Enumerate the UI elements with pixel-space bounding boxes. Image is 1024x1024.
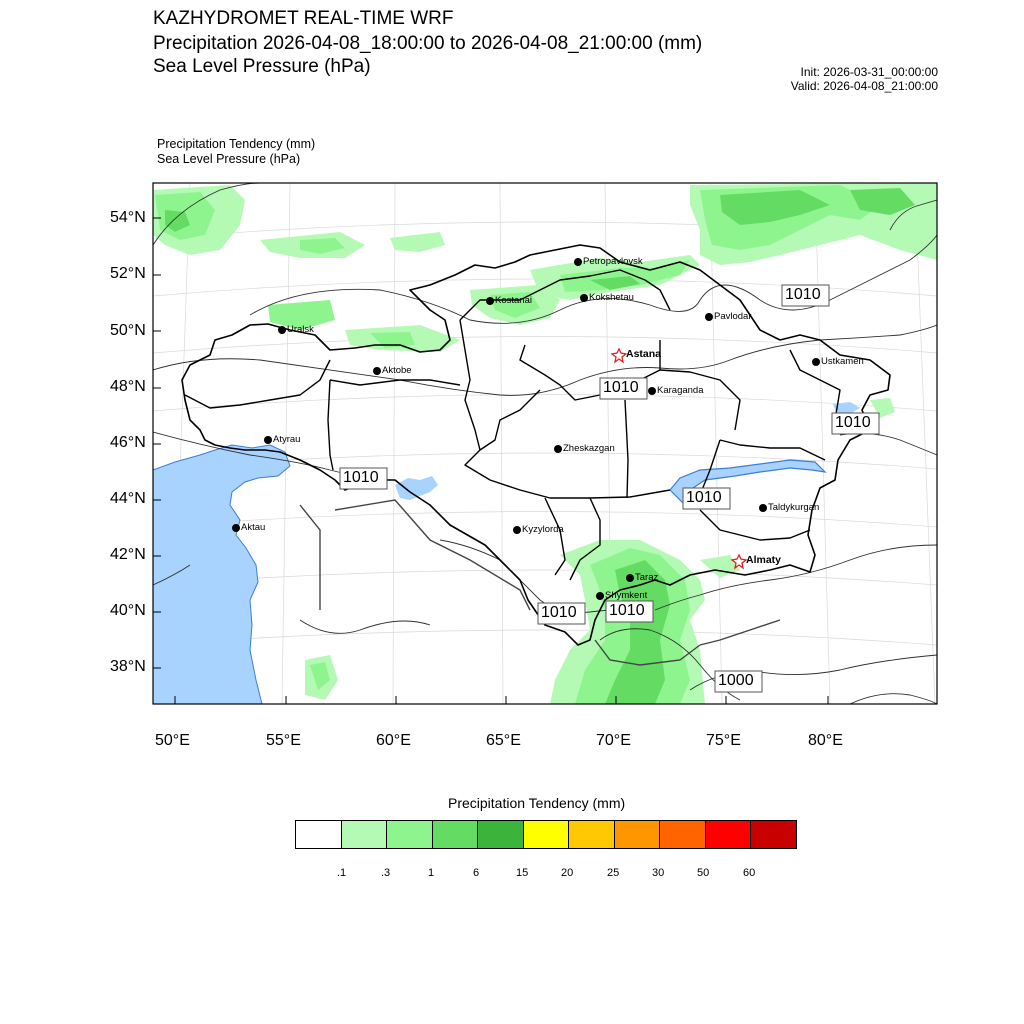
graticule (153, 183, 937, 704)
capital-label: Almaty (746, 554, 782, 566)
colorbar-tick: .1 (337, 867, 347, 879)
lat-label: 46°N (110, 434, 146, 451)
city-label: Zheskazgan (563, 443, 615, 454)
subtitle-slp: Sea Level Pressure (hPa) (157, 152, 301, 166)
colorbar-swatch (659, 821, 705, 848)
contour-label: 1010 (343, 469, 379, 486)
precip-areas (153, 183, 937, 704)
city-label: Petropavlovsk (583, 256, 643, 267)
colorbar-tick: 15 (516, 867, 529, 879)
colorbar-tick: 50 (697, 867, 710, 879)
slp-title: Sea Level Pressure (hPa) (153, 56, 371, 77)
colorbar-tick: 60 (743, 867, 756, 879)
colorbar-tick: 6 (473, 867, 480, 879)
lat-label: 54°N (110, 209, 146, 226)
contour-label: 1010 (686, 489, 722, 506)
contour-label: 1010 (541, 604, 577, 621)
colorbar-swatch (432, 821, 478, 848)
slp-contours (153, 183, 937, 704)
colorbar-swatch (750, 821, 796, 848)
city-label: Kokshetau (589, 292, 634, 303)
city-label: Uralsk (287, 324, 314, 335)
city-label: Karaganda (657, 385, 704, 396)
colorbar-swatch (523, 821, 569, 848)
colorbar-title: Precipitation Tendency (mm) (448, 795, 626, 811)
colorbar (295, 820, 797, 849)
lon-label: 80°E (808, 732, 843, 749)
lon-label: 75°E (706, 732, 741, 749)
lon-label: 70°E (596, 732, 631, 749)
contour-label: 1000 (718, 672, 754, 689)
lat-label: 48°N (110, 378, 146, 395)
colorbar-tick: 1 (428, 867, 435, 879)
city-label: Kostanai (495, 295, 532, 306)
lat-label: 44°N (110, 490, 146, 507)
colorbar-swatch (341, 821, 387, 848)
contour-label: 1010 (609, 602, 645, 619)
init-time: Init: 2026-03-31_00:00:00 (800, 65, 938, 79)
city-label: Taldykurgan (768, 502, 820, 513)
colorbar-tick: 20 (561, 867, 574, 879)
contour-label: 1010 (835, 414, 871, 431)
colorbar-swatch (386, 821, 432, 848)
colorbar-swatch (296, 821, 341, 848)
contour-label: 1010 (603, 379, 639, 396)
city-label: Atyrau (273, 434, 301, 445)
colorbar-tick: 25 (607, 867, 620, 879)
city-label: Kyzylorda (522, 524, 564, 535)
city-label: Ustkamen (821, 356, 864, 367)
lat-label: 50°N (110, 322, 146, 339)
lat-label: 40°N (110, 602, 146, 619)
lat-label: 38°N (110, 658, 146, 675)
city-label: Taraz (635, 572, 659, 583)
subtitle-precip: Precipitation Tendency (mm) (157, 137, 316, 151)
colorbar-swatch (568, 821, 614, 848)
colorbar-tick: 30 (652, 867, 665, 879)
colorbar-tick: .3 (381, 867, 391, 879)
lat-label: 42°N (110, 546, 146, 563)
lon-label: 60°E (376, 732, 411, 749)
city-label: Aktau (241, 522, 266, 533)
valid-time: Valid: 2026-04-08_21:00:00 (790, 79, 938, 93)
lat-label: 52°N (110, 265, 146, 282)
capital-label: Astana (626, 348, 662, 360)
lon-label: 55°E (266, 732, 301, 749)
colorbar-swatch (705, 821, 751, 848)
colorbar-swatch (614, 821, 660, 848)
lon-label: 65°E (486, 732, 521, 749)
city-label: Aktobe (382, 365, 412, 376)
city-label: Shymkent (605, 590, 648, 601)
main-title: KAZHYDROMET REAL-TIME WRF (153, 8, 454, 29)
city-label: Pavlodar (714, 311, 752, 322)
precip-period-title: Precipitation 2026-04-08_18:00:00 to 2026-04-08_21:00:00 (mm) (153, 33, 703, 54)
contour-label: 1010 (785, 286, 821, 303)
colorbar-swatch (477, 821, 523, 848)
lon-label: 50°E (155, 732, 190, 749)
map-frame (153, 183, 937, 704)
